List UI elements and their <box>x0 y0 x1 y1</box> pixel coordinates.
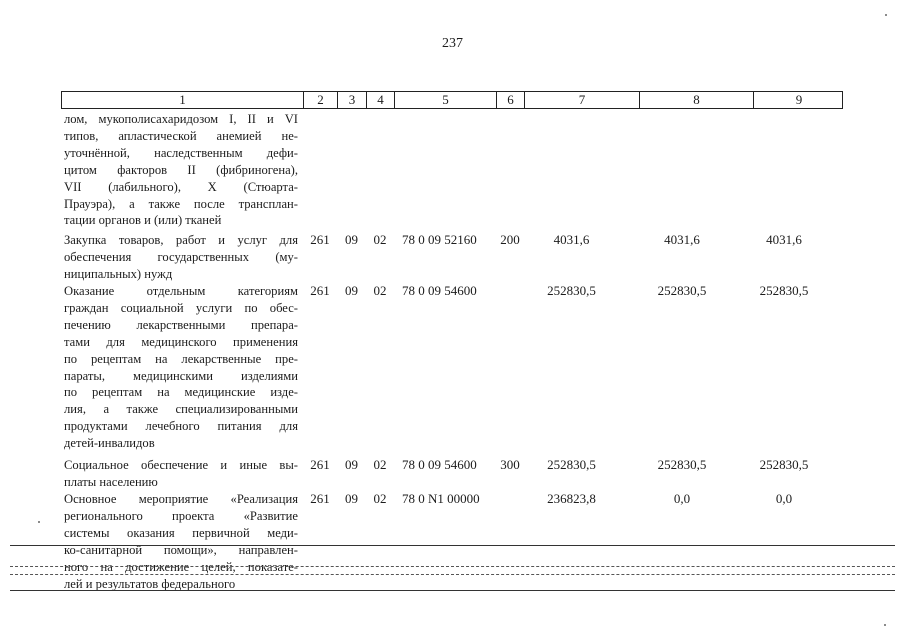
header-cell: 1 <box>62 92 304 108</box>
table-header-row <box>61 91 843 109</box>
table-cell-col7: 252830,5 <box>547 457 596 472</box>
table-cell-col8: 252830,5 <box>657 457 707 472</box>
scan-speck <box>38 521 40 523</box>
description-line: по рецептам на лекарственные пре- <box>64 351 298 366</box>
table-cell-col5: 78 0 09 54600 <box>402 283 477 298</box>
table-cell-col2: 261 <box>310 491 330 506</box>
scan-line <box>10 545 895 546</box>
description-line: параты, медицинскими изделиями <box>64 368 298 383</box>
table-cell-col5: 78 0 N1 00000 <box>402 491 480 506</box>
table-cell-col3: 09 <box>345 232 358 247</box>
description-line: ного на достижение целей, показате- <box>64 559 298 574</box>
description-line: Закупка товаров, работ и услуг для <box>64 233 298 247</box>
header-cell: 2 <box>304 92 338 108</box>
description-line: продуктами лечебного питания для <box>64 419 298 434</box>
header-cell: 9 <box>795 92 803 107</box>
description-line: Оказание отдельным категориям <box>64 284 298 298</box>
table-cell-col7: 236823,8 <box>547 491 596 506</box>
scan-line <box>10 574 895 575</box>
table-cell-col4: 02 <box>373 232 387 247</box>
page-number: 237 <box>442 36 463 51</box>
table-cell-col9: 4031,6 <box>766 232 802 247</box>
table-cell-col4: 02 <box>373 283 387 298</box>
header-cell: 7 <box>525 92 640 108</box>
description-line: типов, апластической анемией не- <box>64 128 298 143</box>
scan-speck <box>885 14 887 16</box>
description-line: VII (лабильного), X (Стюарта- <box>64 179 298 194</box>
description-line: ко-санитарной помощи», направлен- <box>64 542 298 557</box>
description-line: уточнённой, наследственным дефи- <box>64 145 298 160</box>
scan-line <box>10 566 895 567</box>
description-line: Основное мероприятие «Реализация <box>64 492 298 506</box>
description-line: граждан социальной услуги по обес- <box>64 300 298 315</box>
table-cell-col6: 200 <box>500 232 520 247</box>
row-description <box>64 111 298 229</box>
header-cell: 5 <box>395 92 497 108</box>
description-line: по рецептам на медицинские изде- <box>64 385 298 400</box>
description-line: печению лекарственными препара- <box>64 317 298 332</box>
table-cell-col8: 4031,6 <box>664 232 700 247</box>
scan-speck <box>884 624 886 626</box>
scan-line <box>10 590 895 591</box>
row-description <box>64 232 298 283</box>
description-line: лом, мукополисахаридозом I, II и VI <box>64 112 298 126</box>
row-description <box>64 491 298 592</box>
table-cell-col2: 261 <box>310 232 330 247</box>
description-line: тации органов и (или) тканей <box>64 213 222 228</box>
header-cell: 6 <box>497 92 525 108</box>
table-cell-col9: 0,0 <box>775 491 793 506</box>
header-cell: 3 <box>338 92 367 108</box>
header-cell: 8 <box>640 92 754 108</box>
table-cell-col9: 252830,5 <box>759 283 809 298</box>
description-line: ниципальных) нужд <box>64 266 173 281</box>
description-line: регионального проекта «Развитие <box>64 508 298 523</box>
table-cell-col3: 09 <box>345 491 358 506</box>
description-line: лей и результатов федерального <box>64 576 236 591</box>
description-line: Социальное обеспечение и иные вы- <box>64 458 298 472</box>
description-line: цитом факторов II (фибриногена), <box>64 162 298 177</box>
table-cell-col4: 02 <box>373 491 387 506</box>
row-description <box>64 283 298 452</box>
table-cell-col2: 261 <box>310 457 330 472</box>
table-cell-col8: 0,0 <box>673 491 691 506</box>
row-description <box>64 457 298 491</box>
description-line: детей-инвалидов <box>64 436 155 451</box>
description-line: лия, а также специализированными <box>64 402 298 417</box>
table-cell-col7: 252830,5 <box>547 283 596 298</box>
table-cell-col6: 300 <box>500 457 520 472</box>
table-cell-col7: 4031,6 <box>553 232 590 247</box>
table-cell-col4: 02 <box>373 457 387 472</box>
table-cell-col9: 252830,5 <box>759 457 809 472</box>
table-cell-col5: 78 0 09 52160 <box>402 232 477 247</box>
description-line: тами для медицинского применения <box>64 334 298 349</box>
table-cell-col3: 09 <box>345 457 358 472</box>
description-line: Прауэра), а также после трансплан- <box>64 196 298 211</box>
description-line: обеспечения государственных (му- <box>64 249 298 264</box>
description-line: системы оказания первичной меди- <box>64 525 298 540</box>
header-cell: 4 <box>367 92 395 108</box>
table-cell-col2: 261 <box>310 283 330 298</box>
table-cell-col3: 09 <box>345 283 358 298</box>
table-cell-col8: 252830,5 <box>657 283 707 298</box>
description-line: платы населению <box>64 474 158 489</box>
table-cell-col5: 78 0 09 54600 <box>402 457 477 472</box>
